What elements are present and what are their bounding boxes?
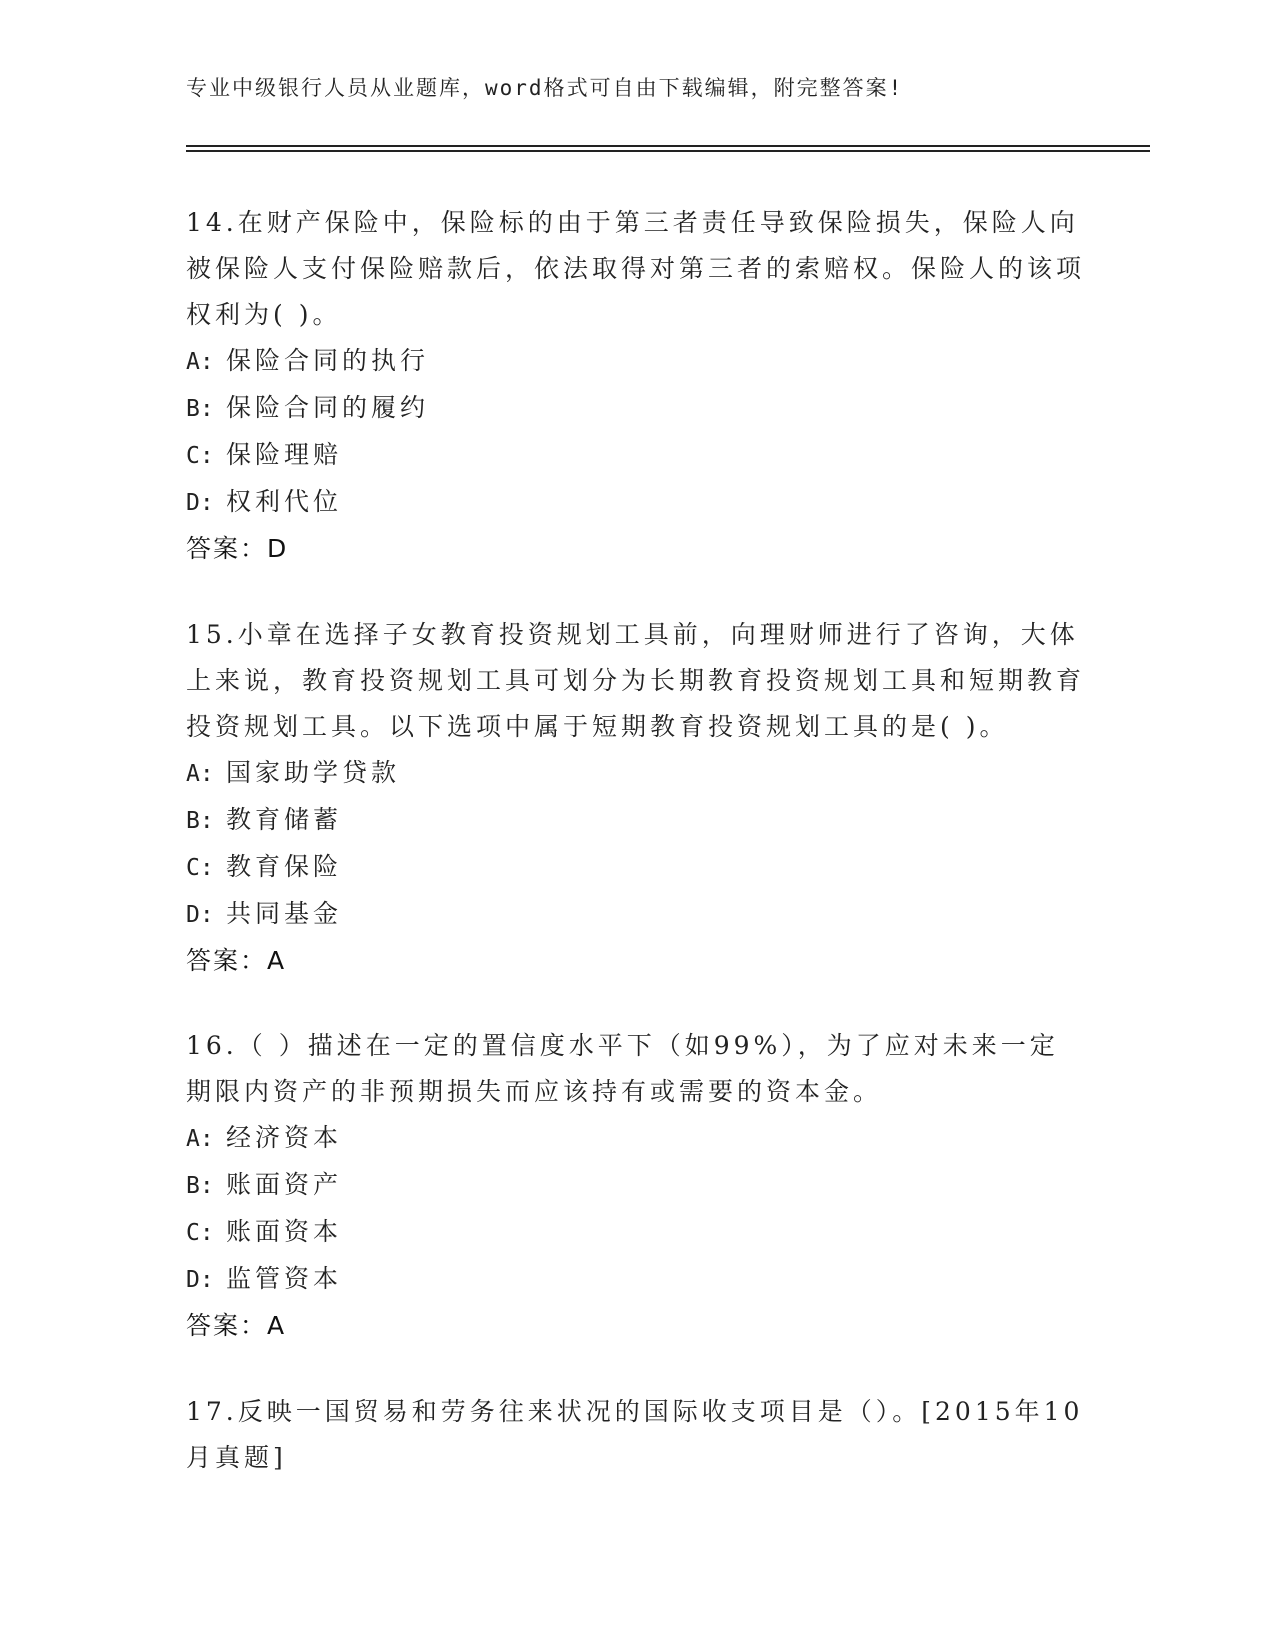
question-16 xyxy=(186,1023,1086,1349)
option-a xyxy=(186,1115,1086,1162)
option-letter: A: xyxy=(186,1126,214,1152)
option-b xyxy=(186,797,1086,844)
option-text: 国家助学贷款 xyxy=(226,758,401,787)
option-d xyxy=(186,1256,1086,1303)
option-text: 教育储蓄 xyxy=(226,805,343,834)
question-15 xyxy=(186,612,1086,984)
option-letter: D: xyxy=(186,902,214,928)
header-divider-bottom xyxy=(186,150,1150,152)
answer: 答案：A xyxy=(186,946,287,975)
option-d xyxy=(186,891,1086,938)
option-text: 保险合同的履约 xyxy=(226,393,430,422)
option-letter: C: xyxy=(186,1220,214,1246)
answer: 答案：A xyxy=(186,1311,287,1340)
page-header: 专业中级银行人员从业题库，word格式可自由下载编辑，附完整答案! xyxy=(186,76,904,100)
option-text: 权利代位 xyxy=(226,487,343,516)
option-a xyxy=(186,338,1086,385)
option-letter: D: xyxy=(186,1267,214,1293)
option-text: 账面资本 xyxy=(226,1217,343,1246)
option-b xyxy=(186,385,1086,432)
option-letter: D: xyxy=(186,490,214,516)
option-a xyxy=(186,750,1086,797)
question-stem: 15.小章在选择子女教育投资规划工具前，向理财师进行了咨询，大体上来说，教育投资规划工具可划分为长期教育投资规划工具和短期教育投资规划工具。以下选项中属于短期教育投资规划工具的是( )。 xyxy=(186,620,1086,741)
option-c xyxy=(186,844,1086,891)
option-letter: B: xyxy=(186,1173,214,1199)
option-c xyxy=(186,432,1086,479)
question-14 xyxy=(186,200,1086,572)
option-text: 保险理赔 xyxy=(226,440,343,469)
option-text: 监管资本 xyxy=(226,1264,343,1293)
option-text: 经济资本 xyxy=(226,1123,343,1152)
option-d xyxy=(186,479,1086,526)
option-letter: B: xyxy=(186,808,214,834)
option-letter: C: xyxy=(186,443,214,469)
question-stem: 17.反映一国贸易和劳务往来状况的国际收支项目是（）。[2015年10月真题] xyxy=(186,1397,1084,1472)
question-stem: 16.（ ）描述在一定的置信度水平下（如99%），为了应对未来一定期限内资产的非预期损失而应该持有或需要的资本金。 xyxy=(186,1031,1059,1106)
option-text: 教育保险 xyxy=(226,852,343,881)
question-stem: 14.在财产保险中，保险标的由于第三者责任导致保险损失，保险人向被保险人支付保险赔款后，依法取得对第三者的索赔权。保险人的该项权利为( )。 xyxy=(186,208,1086,329)
option-text: 共同基金 xyxy=(226,899,343,928)
option-c xyxy=(186,1209,1086,1256)
option-letter: A: xyxy=(186,761,214,787)
answer: 答案：D xyxy=(186,534,289,563)
option-letter: A: xyxy=(186,349,214,375)
option-b xyxy=(186,1162,1086,1209)
question-17 xyxy=(186,1389,1086,1481)
option-text: 账面资产 xyxy=(226,1170,343,1199)
option-letter: C: xyxy=(186,855,214,881)
option-text: 保险合同的执行 xyxy=(226,346,430,375)
option-letter: B: xyxy=(186,396,214,422)
header-divider-top xyxy=(186,145,1150,147)
